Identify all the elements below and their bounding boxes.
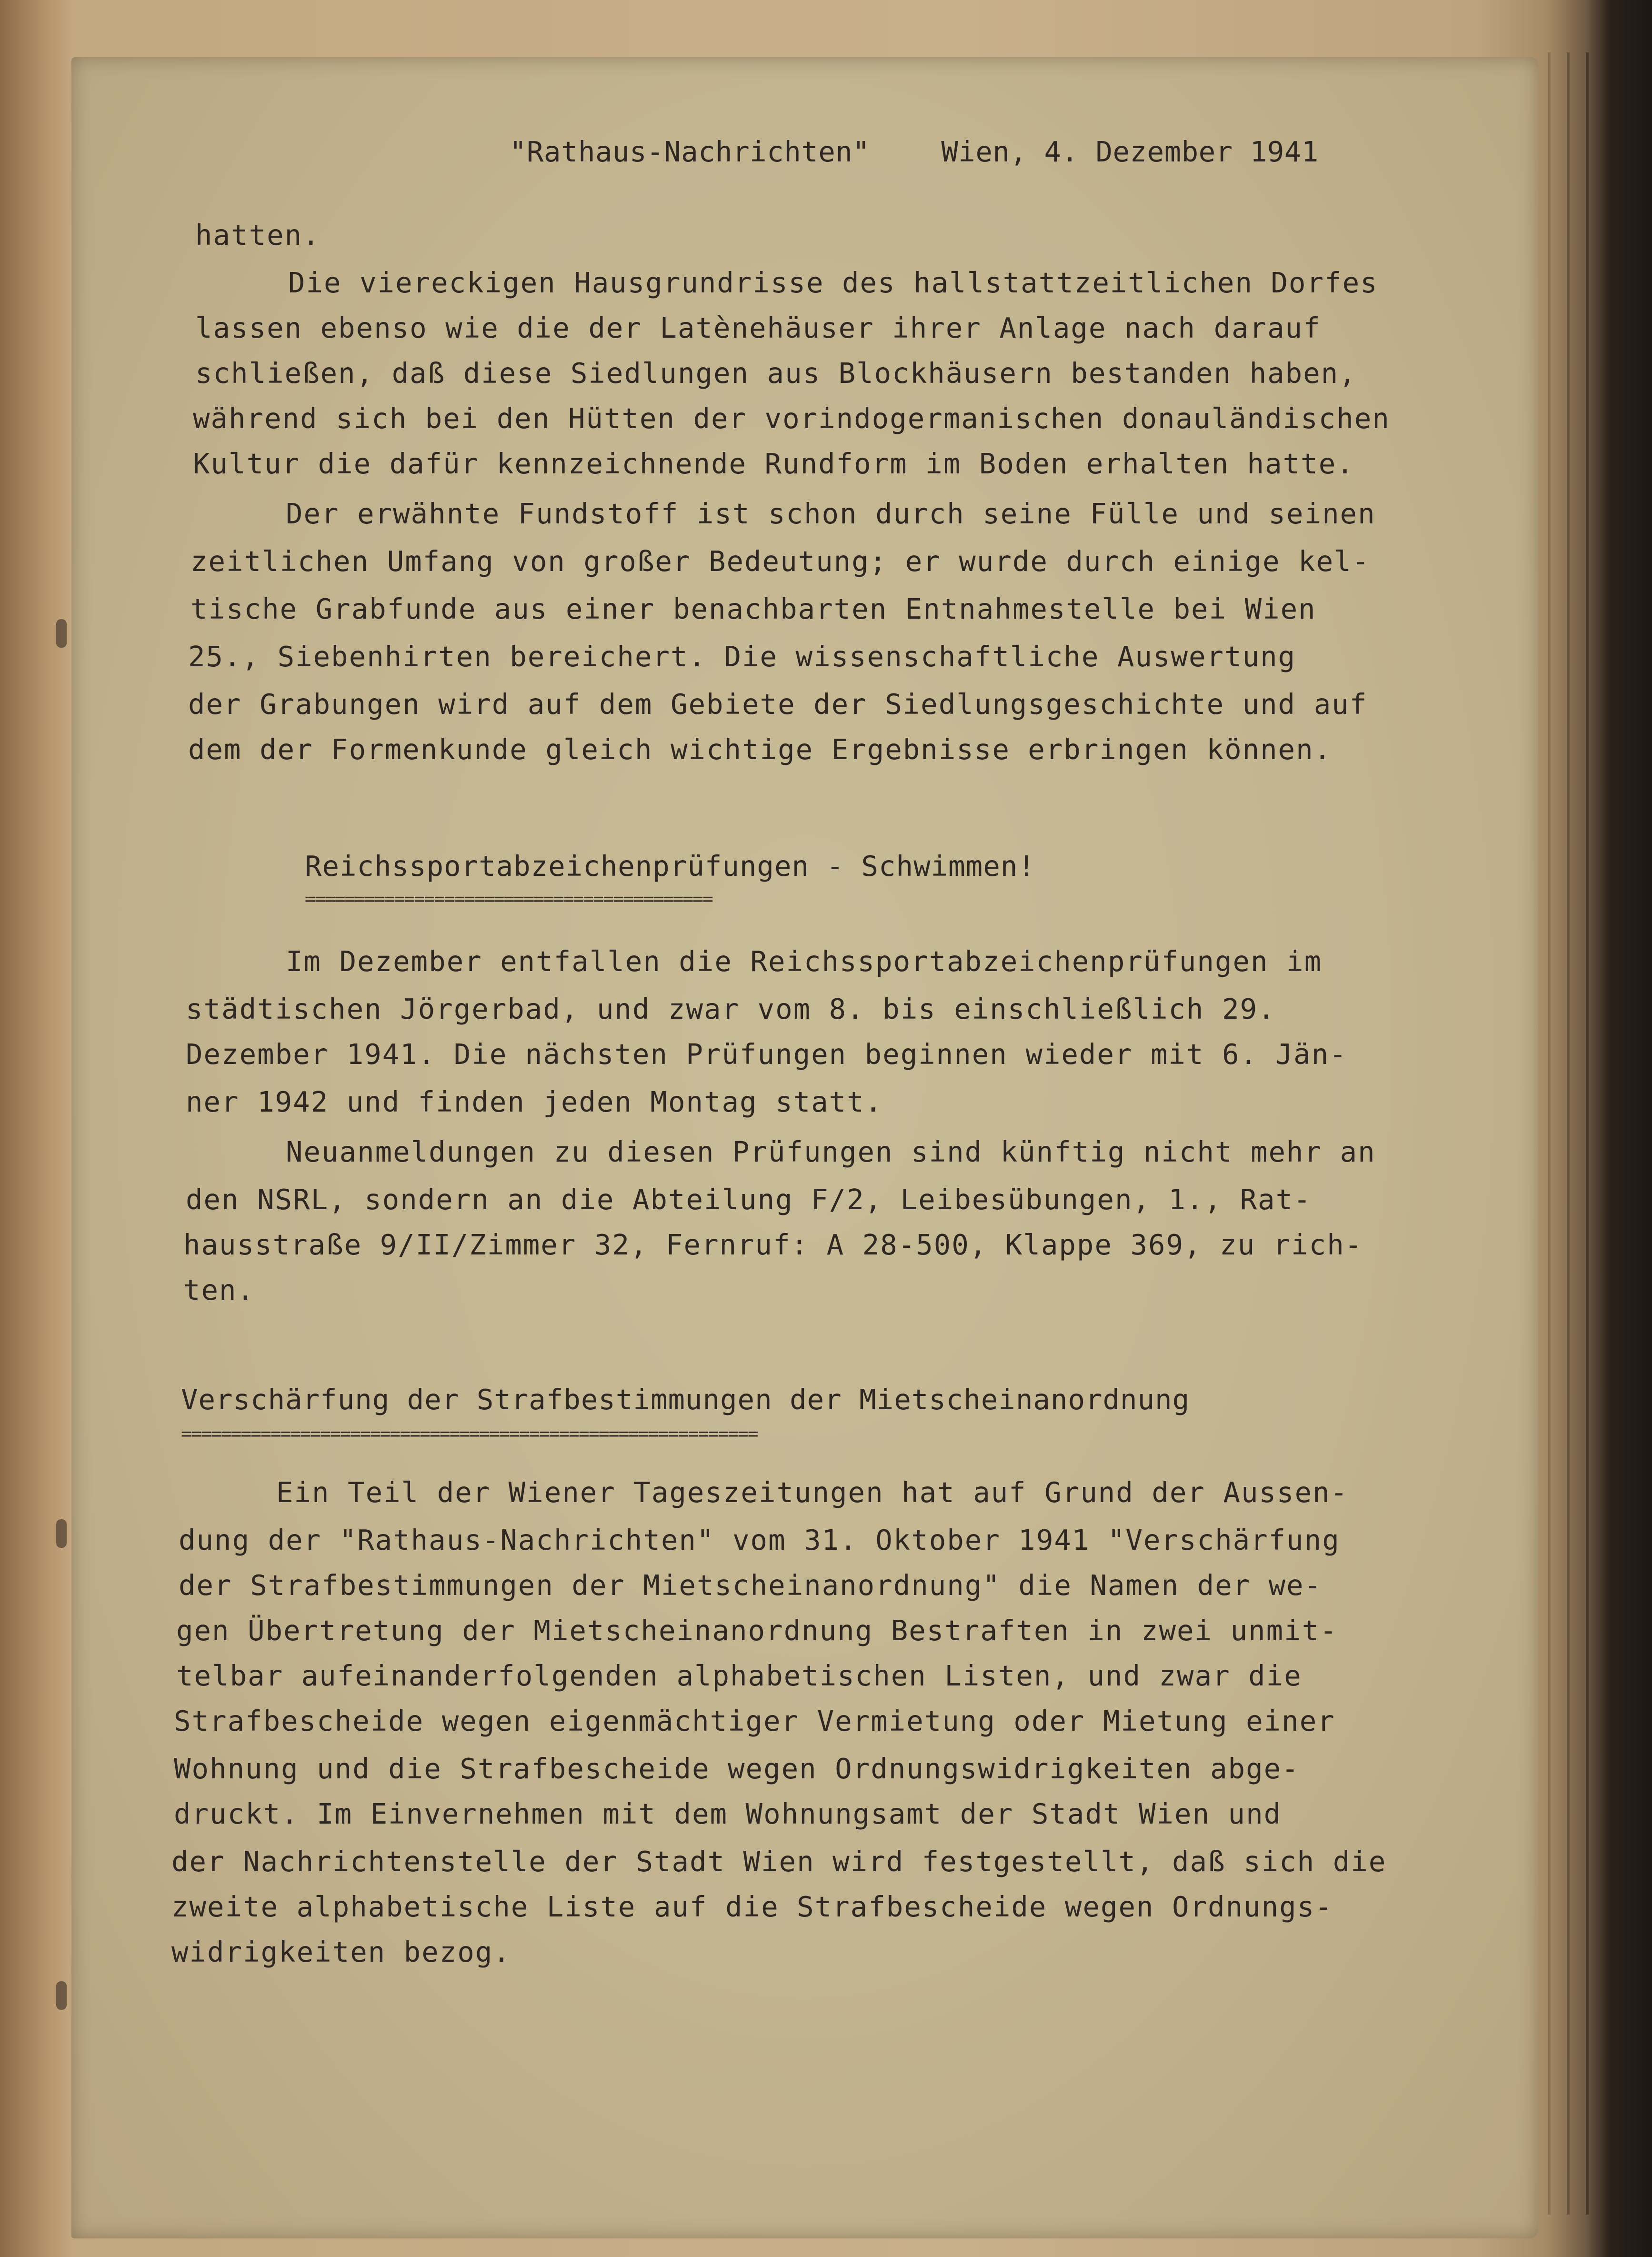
text-line: gen Übertretung der Mietscheinanordnung Bestraften in zwei unmit- — [176, 1614, 1338, 1647]
text-line: telbar aufeinanderfolgenden alphabetischen Listen, und zwar die — [176, 1659, 1302, 1692]
text-line: Dezember 1941. Die nächsten Prüfungen beginnen wieder mit 6. Jän- — [186, 1038, 1347, 1071]
text-line: der Nachrichtenstelle der Stadt Wien wird festgestellt, daß sich die — [171, 1845, 1387, 1878]
text-line: Neuanmeldungen zu diesen Prüfungen sind künftig nicht mehr an — [286, 1135, 1376, 1168]
publication-name: "Rathaus-Nachrichten" — [510, 135, 870, 168]
text-line: städtischen Jörgerbad, und zwar vom 8. bis einschließlich 29. — [186, 993, 1276, 1025]
page-header — [510, 129, 1491, 175]
text-line: Wohnung und die Strafbescheide wegen Ordnungswidrigkeiten abge- — [174, 1752, 1300, 1785]
text-line: Kultur die dafür kennzeichnende Rundform im Boden erhalten hatte. — [193, 447, 1354, 480]
title-underline: ========================================= — [305, 889, 712, 908]
text-line: Der erwähnte Fundstoff ist schon durch seine Fülle und seinen — [286, 497, 1376, 530]
section-title: Reichssportabzeichenprüfungen - Schwimmen! — [305, 850, 1035, 883]
text-line: dung der "Rathaus-Nachrichten" vom 31. Oktober 1941 "Verschärfung — [179, 1524, 1340, 1556]
text-line: ner 1942 und finden jeden Montag statt. — [186, 1085, 883, 1118]
text-line: dem der Formenkunde gleich wichtige Ergebnisse erbringen können. — [188, 733, 1332, 766]
text-line: zweite alphabetische Liste auf die Strafbescheide wegen Ordnungs- — [171, 1890, 1333, 1923]
text-line: Ein Teil der Wiener Tageszeitungen hat auf Grund der Aussen- — [276, 1476, 1349, 1509]
text-line: Die viereckigen Hausgrundrisse des hallstattzeitlichen Dorfes — [288, 266, 1378, 299]
text-line: druckt. Im Einvernehmen mit dem Wohnungsamt der Stadt Wien und — [174, 1797, 1282, 1830]
text-line: schließen, daß diese Siedlungen aus Blockhäusern bestanden haben, — [195, 357, 1357, 390]
text-line: widrigkeiten bezog. — [171, 1936, 511, 1968]
text-line: Strafbescheide wegen eigenmächtiger Vermietung oder Mietung einer — [174, 1705, 1335, 1737]
text-line: hausstraße 9/II/Zimmer 32, Fernruf: A 28-500, Klappe 369, zu rich- — [183, 1228, 1363, 1261]
title-underline: ========================================================== — [181, 1424, 758, 1443]
text-line: 25., Siebenhirten bereichert. Die wissenschaftliche Auswertung — [188, 640, 1296, 673]
text-line: hatten. — [195, 219, 320, 251]
section-title: Verschärfung der Strafbestimmungen der Mietscheinanordnung — [181, 1383, 1190, 1416]
text-line: ten. — [183, 1274, 255, 1306]
text-line: den NSRL, sondern an die Abteilung F/2, Leibesübungen, 1., Rat- — [186, 1183, 1312, 1216]
text-line: der Grabungen wird auf dem Gebiete der Siedlungsgeschichte und auf — [188, 688, 1368, 721]
text-line: Im Dezember entfallen die Reichssportabzeichenprüfungen im — [286, 945, 1322, 978]
text-line: lassen ebenso wie die der Latènehäuser ihrer Anlage nach darauf — [195, 311, 1321, 344]
text-line: zeitlichen Umfang von großer Bedeutung; er wurde durch einige kel- — [190, 545, 1370, 578]
text-line: während sich bei den Hütten der vorindogermanischen donauländischen — [193, 402, 1390, 435]
text-line: der Strafbestimmungen der Mietscheinanordnung" die Namen der we- — [179, 1569, 1322, 1602]
header-date: Wien, 4. Dezember 1941 — [941, 135, 1319, 168]
text-line: tische Grabfunde aus einer benachbarten Entnahmestelle bei Wien — [190, 592, 1316, 625]
